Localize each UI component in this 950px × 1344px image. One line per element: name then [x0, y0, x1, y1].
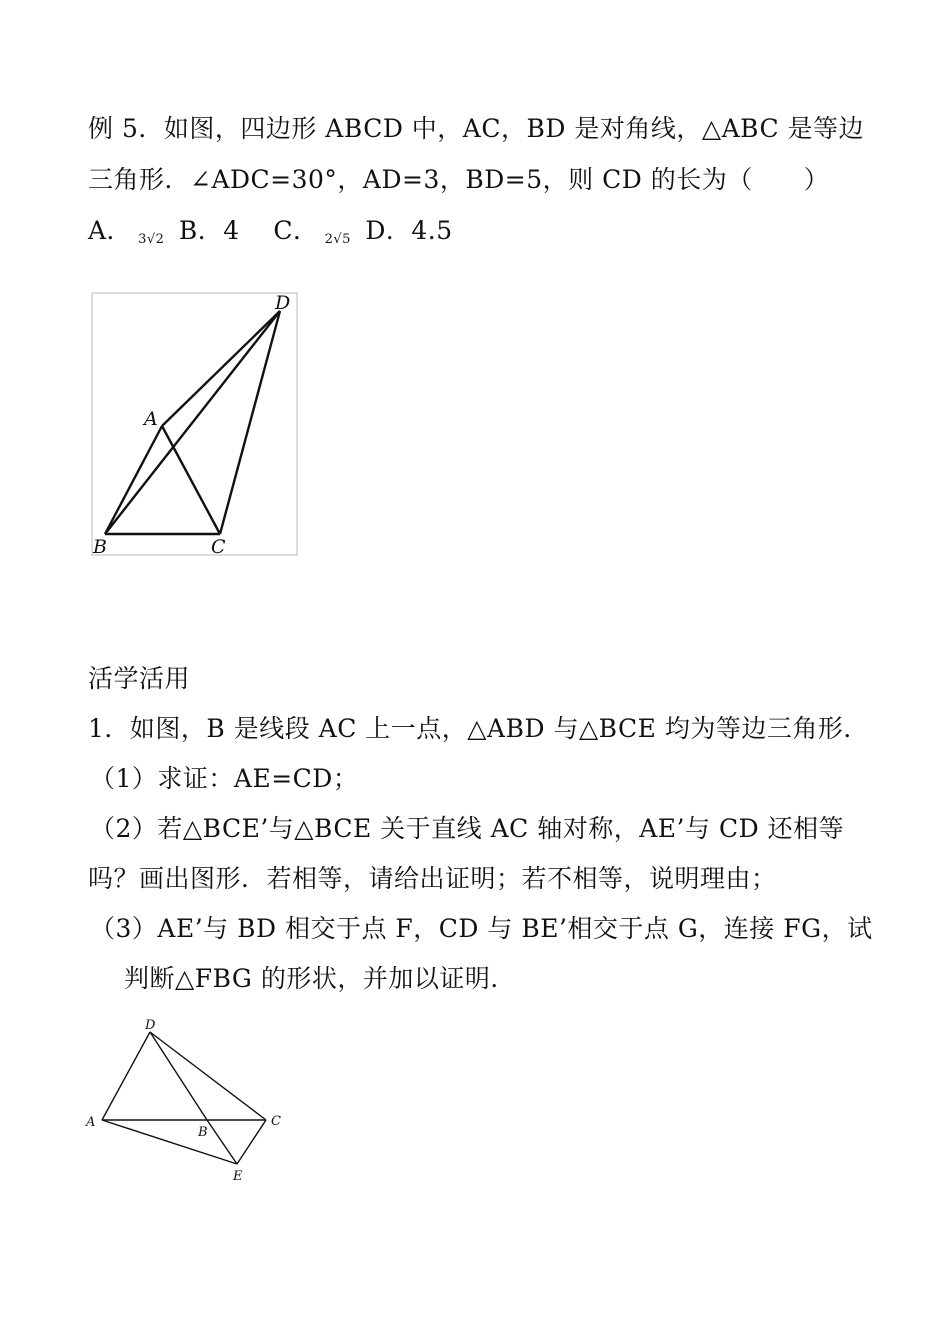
option-b: B．4 — [178, 216, 240, 245]
label-d: D — [145, 1018, 156, 1033]
segment-ad — [102, 1032, 150, 1120]
option-c-value: 2√5 — [324, 232, 351, 247]
label-a: A — [144, 408, 158, 430]
segment-bd — [105, 311, 280, 534]
label-b: B — [93, 536, 107, 557]
segment-cd — [220, 311, 280, 534]
segment-ac — [162, 426, 220, 534]
label-e: E — [233, 1169, 243, 1184]
label-c: C — [271, 1114, 281, 1129]
option-d: D．4.5 — [365, 216, 453, 245]
option-a-label: A． — [88, 216, 133, 245]
label-c: C — [211, 536, 226, 557]
label-a: A — [86, 1115, 96, 1130]
quadrilateral-abcd-figure — [90, 291, 300, 557]
q1-part3-line2: 判断△FBG 的形状，并加以证明． — [124, 964, 516, 993]
figure-border — [92, 293, 297, 555]
q1-line1: 1．如图，B 是线段 AC 上一点，△ABD 与△BCE 均为等边三角形． — [88, 714, 869, 743]
label-b: B — [198, 1125, 208, 1140]
q1-part3-line1: （3）AE’与 BD 相交于点 F，CD 与 BE’相交于点 G，连接 FG，试 — [90, 914, 873, 943]
q1-part2-line2: 吗？画出图形．若相等，请给出证明；若不相等，说明理由； — [88, 864, 777, 893]
example5-line2: 三角形．∠ADC=30°，AD=3，BD=5，则 CD 的长为（ ） — [88, 165, 830, 194]
segment-ae — [102, 1120, 237, 1164]
segment-be — [207, 1120, 237, 1164]
segment-ab — [105, 426, 162, 534]
equilateral-triangles-figure — [80, 1012, 300, 1188]
practice-heading: 活学活用 — [88, 664, 191, 693]
label-d: D — [275, 292, 291, 314]
example5-options — [88, 214, 453, 257]
segment-dc — [150, 1032, 266, 1120]
option-c-label: C． — [273, 216, 319, 245]
q1-part2-line1: （2）若△BCE’与△BCE 关于直线 AC 轴对称，AE’与 CD 还相等 — [90, 814, 845, 843]
segment-ce — [237, 1120, 266, 1164]
segment-db — [150, 1032, 207, 1120]
option-a-value: 3√2 — [138, 232, 165, 247]
q1-part1: （1）求证：AE=CD； — [90, 764, 359, 793]
example5-line1: 例 5．如图，四边形 ABCD 中，AC，BD 是对角线，△ABC 是等边 — [88, 114, 865, 143]
segment-ad — [162, 311, 280, 426]
